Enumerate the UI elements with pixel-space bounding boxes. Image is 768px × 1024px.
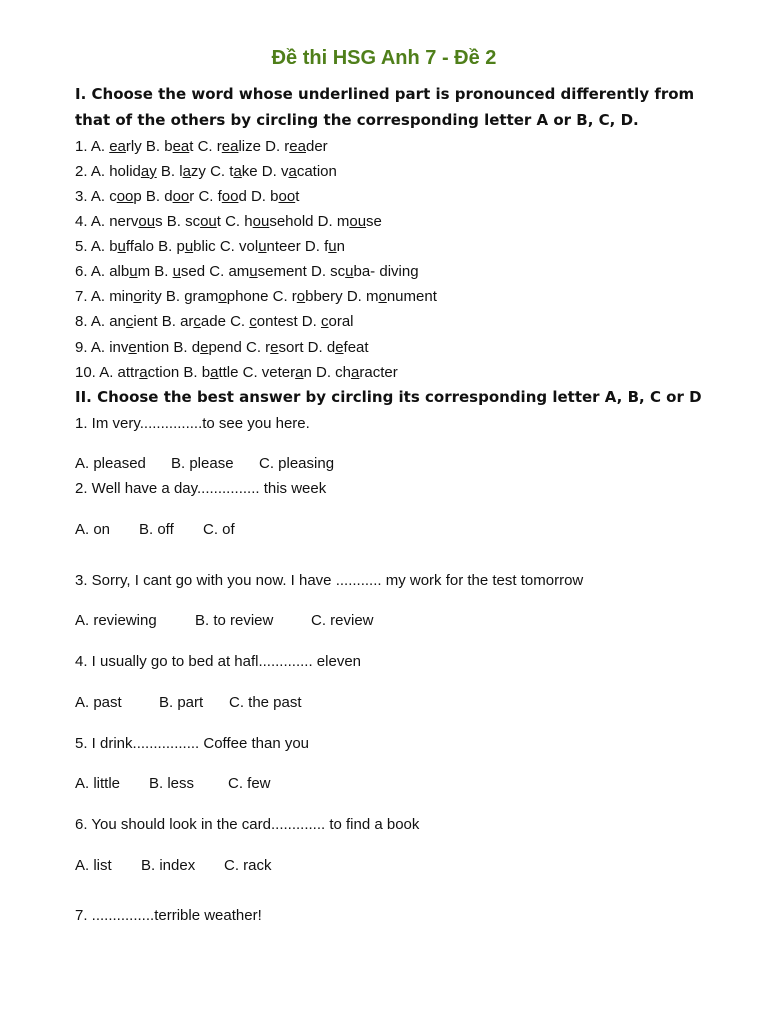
question-text: 3. Sorry, I cant go with you now. I have ........... my work for the test tomorrow bbox=[75, 572, 584, 589]
item-text: 1. A. bbox=[75, 138, 110, 155]
underlined-part: ou bbox=[138, 213, 156, 230]
item-text: t bbox=[295, 188, 300, 205]
item-text: 2. A. holid bbox=[75, 163, 141, 180]
section-1-heading: I. Choose the word whose underlined part is pronounced differently from that of the others by circling the corresponding letter A or B, C, D. bbox=[75, 85, 695, 129]
underlined-part: a bbox=[182, 163, 191, 180]
underlined-part: e bbox=[270, 339, 279, 356]
underlined-part: u bbox=[249, 263, 258, 280]
pronunciation-item bbox=[75, 163, 337, 181]
question-text: 2. Well have a day............... this week bbox=[75, 480, 327, 497]
option-b: B. to review bbox=[195, 612, 274, 629]
item-text: bbery D. m bbox=[305, 288, 379, 305]
item-text: pend C. r bbox=[208, 339, 271, 356]
item-text: 7. A. min bbox=[75, 288, 134, 305]
item-text: ient B. ar bbox=[133, 313, 194, 330]
underlined-part: o bbox=[218, 288, 227, 305]
question-text: 1. Im very...............to see you here. bbox=[75, 415, 310, 432]
item-text: 4. A. nerv bbox=[75, 213, 139, 230]
item-text: racter bbox=[359, 364, 398, 381]
item-text: t C. r bbox=[189, 138, 222, 155]
underlined-part: ea bbox=[172, 138, 190, 155]
item-text: m B. bbox=[137, 263, 173, 280]
underlined-part: oo bbox=[172, 188, 190, 205]
pronunciation-item bbox=[75, 313, 354, 331]
option-a: A. on bbox=[75, 521, 111, 538]
underlined-part: o bbox=[378, 288, 387, 305]
item-text: nument bbox=[386, 288, 437, 305]
underlined-part: ou bbox=[200, 213, 217, 230]
item-text: 10. A. attr bbox=[75, 364, 140, 381]
question-text: 6. You should look in the card............. to find a book bbox=[75, 816, 420, 833]
question-text: 7. ...............terrible weather! bbox=[75, 907, 262, 924]
underlined-part: oo bbox=[116, 188, 134, 205]
option-a: A. list bbox=[75, 857, 112, 874]
answer-options bbox=[75, 455, 334, 473]
underlined-part: a bbox=[210, 364, 219, 381]
item-text: lize D. r bbox=[238, 138, 290, 155]
pronunciation-item bbox=[75, 138, 328, 156]
underlined-part: u bbox=[129, 263, 138, 280]
item-text: 8. A. an bbox=[75, 313, 126, 330]
option-b: B. please bbox=[171, 455, 234, 472]
pronunciation-item bbox=[75, 188, 299, 206]
item-text: zy C. t bbox=[190, 163, 234, 180]
answer-options bbox=[75, 775, 271, 793]
item-text: r C. f bbox=[189, 188, 222, 205]
option-c: C. the past bbox=[229, 694, 302, 711]
question-text: 4. I usually go to bed at hafl............. eleven bbox=[75, 653, 362, 670]
underlined-part: ay bbox=[140, 163, 157, 180]
item-text: t C. h bbox=[216, 213, 253, 230]
item-text: rity B. gram bbox=[141, 288, 219, 305]
option-c: C. few bbox=[228, 775, 271, 792]
option-b: B. part bbox=[159, 694, 204, 711]
item-text: p B. d bbox=[133, 188, 173, 205]
item-text: ade C. bbox=[200, 313, 250, 330]
pronunciation-item bbox=[75, 364, 398, 382]
pronunciation-item bbox=[75, 213, 382, 231]
underlined-part: c bbox=[249, 313, 257, 330]
option-c: C. review bbox=[311, 612, 374, 629]
underlined-part: e bbox=[335, 339, 344, 356]
option-b: B. off bbox=[139, 521, 174, 538]
underlined-part: u bbox=[172, 263, 181, 280]
answer-options bbox=[75, 521, 235, 539]
option-a: A. little bbox=[75, 775, 121, 792]
underlined-part: c bbox=[125, 313, 134, 330]
option-a: A. pleased bbox=[75, 455, 146, 472]
option-c: C. of bbox=[203, 521, 235, 538]
underlined-part: e bbox=[200, 339, 209, 356]
item-text: d D. b bbox=[238, 188, 279, 205]
item-text: 9. A. inv bbox=[75, 339, 129, 356]
option-a: A. reviewing bbox=[75, 612, 157, 629]
underlined-part: a bbox=[288, 163, 297, 180]
underlined-part: u bbox=[258, 238, 267, 255]
item-text: rly B. b bbox=[125, 138, 173, 155]
underlined-part: oo bbox=[221, 188, 239, 205]
answer-options bbox=[75, 694, 302, 712]
underlined-part: a bbox=[351, 364, 360, 381]
underlined-part: a bbox=[139, 364, 148, 381]
underlined-part: e bbox=[128, 339, 137, 356]
item-text: ba- diving bbox=[353, 263, 419, 280]
underlined-part: u bbox=[184, 238, 194, 255]
item-text: sort D. d bbox=[278, 339, 336, 356]
item-text: blic C. vol bbox=[193, 238, 259, 255]
underlined-part: ou bbox=[349, 213, 367, 230]
underlined-part: ea bbox=[109, 138, 126, 155]
item-text: 5. A. b bbox=[75, 238, 118, 255]
answer-options bbox=[75, 612, 374, 630]
item-text: sement D. sc bbox=[257, 263, 346, 280]
pronunciation-item bbox=[75, 288, 437, 306]
pronunciation-item bbox=[75, 238, 345, 256]
item-text: ntion B. d bbox=[136, 339, 201, 356]
item-text: phone C. r bbox=[226, 288, 297, 305]
item-text: sehold D. m bbox=[269, 213, 350, 230]
underlined-part: o bbox=[296, 288, 306, 305]
item-text: ke D. v bbox=[241, 163, 289, 180]
item-text: ction B. b bbox=[147, 364, 211, 381]
underlined-part: ea bbox=[289, 138, 306, 155]
item-text: n bbox=[336, 238, 345, 255]
item-text: ttle C. veter bbox=[218, 364, 296, 381]
underlined-part: u bbox=[345, 263, 354, 280]
answer-options bbox=[75, 857, 272, 875]
item-text: der bbox=[305, 138, 328, 155]
option-b: B. index bbox=[141, 857, 196, 874]
item-text: ffalo B. p bbox=[125, 238, 185, 255]
underlined-part: u bbox=[328, 238, 337, 255]
item-text: 3. A. c bbox=[75, 188, 117, 205]
underlined-part: ea bbox=[221, 138, 239, 155]
item-text: feat bbox=[343, 339, 369, 356]
item-text: oral bbox=[328, 313, 354, 330]
underlined-part: oo bbox=[278, 188, 296, 205]
item-text: 6. A. alb bbox=[75, 263, 130, 280]
question-text: 5. I drink................ Coffee than you bbox=[75, 735, 310, 752]
item-text: s B. sc bbox=[155, 213, 201, 230]
item-text: n D. ch bbox=[303, 364, 352, 381]
underlined-part: ou bbox=[252, 213, 270, 230]
section-2-heading: II. Choose the best answer by circling its corresponding letter A, B, C or D bbox=[75, 388, 702, 406]
item-text: se bbox=[366, 213, 382, 230]
item-text: ontest D. bbox=[256, 313, 321, 330]
underlined-part: a bbox=[233, 163, 242, 180]
option-c: C. rack bbox=[224, 857, 272, 874]
item-text: sed C. am bbox=[180, 263, 250, 280]
underlined-part: c bbox=[193, 313, 201, 330]
document-title: Đề thi HSG Anh 7 - Đề 2 bbox=[271, 47, 497, 69]
item-text: cation bbox=[296, 163, 337, 180]
underlined-part: u bbox=[117, 238, 126, 255]
item-text: nteer D. f bbox=[266, 238, 329, 255]
underlined-part: c bbox=[320, 313, 329, 330]
pronunciation-item bbox=[75, 339, 369, 357]
underlined-part: o bbox=[133, 288, 142, 305]
underlined-part: a bbox=[295, 364, 304, 381]
option-b: B. less bbox=[149, 775, 195, 792]
pronunciation-item bbox=[75, 263, 419, 281]
option-c: C. pleasing bbox=[259, 455, 335, 472]
option-a: A. past bbox=[75, 694, 122, 711]
item-text: B. l bbox=[156, 163, 183, 180]
